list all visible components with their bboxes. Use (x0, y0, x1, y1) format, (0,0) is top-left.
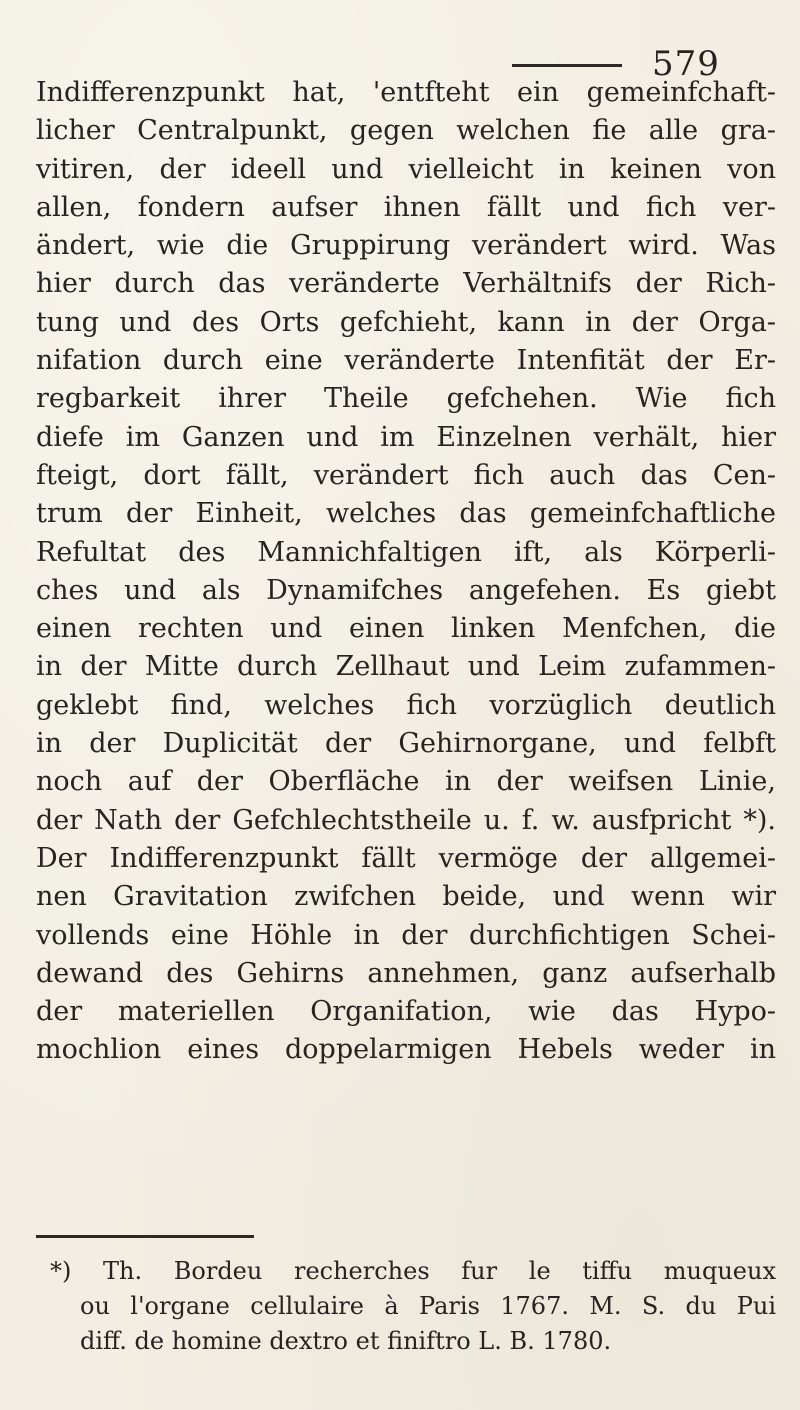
footnote-line: diff. de homine dextro et finiftro L. B. 1780. (80, 1327, 612, 1355)
footnote-line: ou l'organe cellulaire à Paris 1767. M. S. du Pui (80, 1292, 776, 1320)
text-line: dewand des Gehirns annehmen, ganz aufserhalb (36, 957, 776, 989)
footnote (50, 1254, 776, 1359)
text-line: Indifferenzpunkt hat, 'entfteht ein gemeinfchaft- (36, 77, 776, 108)
text-line: tung und des Orts gefchieht, kann in der Orga- (36, 306, 776, 338)
text-line: der materiellen Organifation, wie das Hypo- (36, 996, 776, 1028)
text-line: allen, fondern aufser ihnen fällt und fich ver- (36, 191, 776, 223)
text-line: ches und als Dynamifches angefehen. Es giebt (36, 574, 776, 606)
text-line: Refultat des Mannichfaltigen ift, als Körperli- (36, 536, 776, 568)
text-line: fteigt, dort fällt, verändert fich auch das Cen- (36, 459, 776, 491)
main-text (36, 74, 776, 1070)
text-line: regbarkeit ihrer Theile gefchehen. Wie fich (36, 383, 776, 415)
text-line: in der Duplicität der Gehirnorgane, und felbft (36, 728, 776, 760)
text-line: mochlion eines doppelarmigen Hebels weder in (36, 1034, 776, 1066)
text-line: vitiren, der ideell und vielleicht in keinen von (36, 153, 776, 185)
text-line: nifation durch eine veränderte Intenfität der Er- (36, 345, 776, 377)
page-number: 579 (652, 44, 720, 84)
text-line: noch auf der Oberfläche in der weifsen Linie, (36, 766, 776, 798)
text-line: einen rechten und einen linken Menfchen, die (36, 613, 776, 645)
text-line: nen Gravitation zwifchen beide, und wenn wir (36, 881, 776, 913)
text-line: vollends eine Höhle in der durchfichtigen Schei- (36, 919, 776, 951)
header-rule (512, 64, 622, 67)
text-line: diefe im Ganzen und im Einzelnen verhält, hier (36, 421, 776, 453)
text-line: hier durch das veränderte Verhältnifs der Rich- (36, 268, 776, 300)
text-line: licher Centralpunkt, gegen welchen fie alle gra- (36, 115, 776, 147)
footnote-line: *) Th. Bordeu recherches fur le tiffu muqueux (50, 1257, 776, 1285)
text-line: ändert, wie die Gruppirung verändert wird. Was (36, 230, 776, 262)
text-line: in der Mitte durch Zellhaut und Leim zufammen- (36, 651, 776, 683)
text-line: der Nath der Gefchlechtstheile u. f. w. ausfpricht *). (36, 804, 776, 836)
text-line: Der Indifferenzpunkt fällt vermöge der allgemei- (36, 842, 776, 874)
footnote-rule (36, 1235, 254, 1238)
text-line: trum der Einheit, welches das gemeinfchaftliche (36, 498, 776, 530)
text-line: geklebt find, welches fich vorzüglich deutlich (36, 689, 776, 721)
